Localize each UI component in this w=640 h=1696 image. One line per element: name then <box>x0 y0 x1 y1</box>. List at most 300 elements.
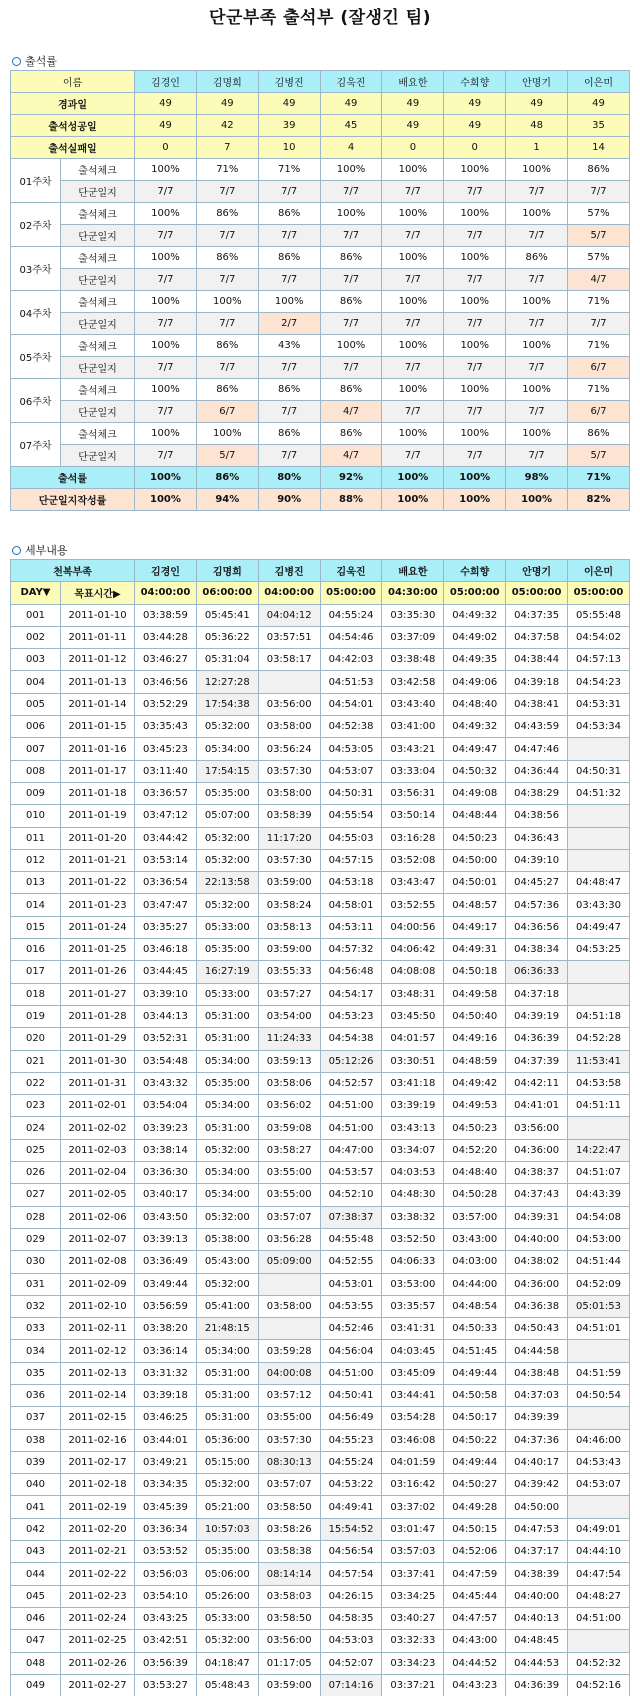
wake-time: 03:50:14 <box>382 805 444 827</box>
diary-value: 7/7 <box>506 401 568 423</box>
diary-value: 5/7 <box>196 445 258 467</box>
wake-time: 03:35:30 <box>382 604 444 626</box>
diary-value: 7/7 <box>135 445 197 467</box>
wake-time: 03:59:08 <box>258 1117 320 1139</box>
date: 2011-02-19 <box>61 1496 135 1518</box>
diary-value: 7/7 <box>135 401 197 423</box>
check-value: 86% <box>568 423 630 445</box>
check-value: 71% <box>568 291 630 313</box>
wake-time: 03:43:47 <box>382 872 444 894</box>
wake-time: 03:55:00 <box>258 1407 320 1429</box>
wake-time: 03:47:47 <box>135 894 197 916</box>
wake-time: 03:59:13 <box>258 1050 320 1072</box>
wake-time: 04:50:27 <box>444 1474 506 1496</box>
wake-time: 04:43:59 <box>506 716 568 738</box>
date: 2011-02-16 <box>61 1429 135 1451</box>
detail-row <box>11 649 630 671</box>
day-number: 029 <box>11 1228 61 1250</box>
check-value: 86% <box>196 379 258 401</box>
wake-time: 04:50:41 <box>320 1384 382 1406</box>
wake-time: 03:52:50 <box>382 1228 444 1250</box>
wake-time: 04:39:39 <box>506 1407 568 1429</box>
wake-time: 04:04:12 <box>258 604 320 626</box>
wake-time: 04:50:23 <box>444 827 506 849</box>
wake-time: 05:31:00 <box>196 1005 258 1027</box>
wake-time: 05:36:22 <box>196 626 258 648</box>
check-value: 100% <box>135 291 197 313</box>
date: 2011-02-09 <box>61 1273 135 1295</box>
diary-value: 7/7 <box>444 313 506 335</box>
date: 2011-01-17 <box>61 760 135 782</box>
wake-time: 05:33:00 <box>196 916 258 938</box>
week-label: 06주차 <box>11 379 61 423</box>
wake-time: 04:36:43 <box>506 827 568 849</box>
date: 2011-01-12 <box>61 649 135 671</box>
wake-time: 04:47:46 <box>506 738 568 760</box>
wake-time: 04:50:40 <box>444 1005 506 1027</box>
wake-time: 04:48:30 <box>382 1184 444 1206</box>
check-value: 100% <box>196 423 258 445</box>
section-attendance-rate <box>12 53 57 69</box>
day-number: 019 <box>11 1005 61 1027</box>
name-header: 이름 <box>11 71 135 93</box>
wake-time: 03:39:13 <box>135 1228 197 1250</box>
diary-label: 단군일지 <box>61 357 135 379</box>
wake-time: 04:50:17 <box>444 1407 506 1429</box>
wake-time: 04:55:54 <box>320 805 382 827</box>
wake-time: 04:49:44 <box>444 1451 506 1473</box>
day-number: 034 <box>11 1340 61 1362</box>
elapsed-days-row-value: 49 <box>506 93 568 115</box>
check-value: 43% <box>258 335 320 357</box>
wake-time: 05:43:00 <box>196 1251 258 1273</box>
date: 2011-02-05 <box>61 1184 135 1206</box>
target-time: 04:00:00 <box>135 582 197 604</box>
diary-value: 7/7 <box>444 445 506 467</box>
wake-time: 05:34:00 <box>196 1184 258 1206</box>
week-label: 04주차 <box>11 291 61 335</box>
diary-value: 7/7 <box>382 181 444 203</box>
wake-time: 03:53:14 <box>135 849 197 871</box>
wake-time: 03:57:27 <box>258 983 320 1005</box>
rate-value: 86% <box>196 467 258 489</box>
wake-time: 17:54:38 <box>196 693 258 715</box>
wake-time: 05:32:00 <box>196 849 258 871</box>
detail-row <box>11 1630 630 1652</box>
wake-time: 04:38:56 <box>506 805 568 827</box>
wake-time: 03:39:23 <box>135 1117 197 1139</box>
wake-time: 05:45:41 <box>196 604 258 626</box>
elapsed-days-row-value: 49 <box>382 93 444 115</box>
section-details <box>12 542 68 558</box>
wake-time: 03:58:00 <box>258 1295 320 1317</box>
wake-time: 05:26:00 <box>196 1585 258 1607</box>
wake-time: 03:11:40 <box>135 760 197 782</box>
wake-time: 03:56:02 <box>258 1095 320 1117</box>
wake-time: 04:47:54 <box>568 1563 630 1585</box>
wake-time: 03:54:28 <box>382 1407 444 1429</box>
diary-value: 7/7 <box>382 225 444 247</box>
wake-time: 04:55:03 <box>320 827 382 849</box>
wake-time: 04:49:42 <box>444 1072 506 1094</box>
detail-row <box>11 894 630 916</box>
detail-row <box>11 1206 630 1228</box>
detail-row <box>11 1117 630 1139</box>
wake-time: 03:38:59 <box>135 604 197 626</box>
day-number: 044 <box>11 1563 61 1585</box>
wake-time: 03:43:40 <box>382 693 444 715</box>
wake-time: 04:48:40 <box>444 693 506 715</box>
check-value: 100% <box>382 203 444 225</box>
date: 2011-01-23 <box>61 894 135 916</box>
detail-row <box>11 827 630 849</box>
success-days-row-value: 45 <box>320 115 382 137</box>
attendance-summary-table <box>10 70 630 511</box>
wake-time: 03:39:18 <box>135 1384 197 1406</box>
date: 2011-01-10 <box>61 604 135 626</box>
wake-time: 03:58:13 <box>258 916 320 938</box>
wake-time: 03:57:03 <box>382 1541 444 1563</box>
check-value: 100% <box>506 291 568 313</box>
wake-time: 04:01:57 <box>382 1028 444 1050</box>
wake-time: 04:49:08 <box>444 782 506 804</box>
target-time: 05:00:00 <box>320 582 382 604</box>
diary-value: 4/7 <box>320 445 382 467</box>
wake-time: 04:18:47 <box>196 1652 258 1674</box>
wake-time: 05:32:00 <box>196 1206 258 1228</box>
wake-time: 04:47:53 <box>506 1518 568 1540</box>
date: 2011-02-11 <box>61 1318 135 1340</box>
day-number: 031 <box>11 1273 61 1295</box>
day-number: 010 <box>11 805 61 827</box>
wake-time: 04:42:03 <box>320 649 382 671</box>
check-value: 100% <box>258 291 320 313</box>
detail-row <box>11 1474 630 1496</box>
wake-time: 04:55:24 <box>320 604 382 626</box>
wake-time <box>568 827 630 849</box>
wake-time: 03:43:00 <box>444 1228 506 1250</box>
wake-time: 03:57:51 <box>258 626 320 648</box>
wake-time: 03:44:45 <box>135 961 197 983</box>
wake-time: 04:38:02 <box>506 1251 568 1273</box>
check-value: 86% <box>320 291 382 313</box>
day-sort-label: DAY▼ <box>11 582 61 604</box>
check-value: 86% <box>196 247 258 269</box>
wake-time <box>568 1496 630 1518</box>
check-value: 100% <box>135 423 197 445</box>
diary-label: 단군일지 <box>61 181 135 203</box>
wake-time: 12:27:28 <box>196 671 258 693</box>
diary-value: 7/7 <box>258 445 320 467</box>
day-number: 011 <box>11 827 61 849</box>
check-value: 100% <box>320 159 382 181</box>
wake-time: 03:44:01 <box>135 1429 197 1451</box>
week-label: 01주차 <box>11 159 61 203</box>
diary-rate-label: 단군일지작성률 <box>11 489 135 511</box>
wake-time: 03:34:25 <box>382 1585 444 1607</box>
week-check-row <box>11 247 630 269</box>
wake-time: 03:56:31 <box>382 782 444 804</box>
wake-time: 04:06:42 <box>382 939 444 961</box>
day-number: 024 <box>11 1117 61 1139</box>
day-number: 008 <box>11 760 61 782</box>
date: 2011-01-29 <box>61 1028 135 1050</box>
week-check-row <box>11 203 630 225</box>
wake-time: 04:57:36 <box>506 894 568 916</box>
wake-time: 04:48:54 <box>444 1295 506 1317</box>
diary-value: 7/7 <box>568 313 630 335</box>
wake-time: 04:51:18 <box>568 1005 630 1027</box>
date: 2011-02-21 <box>61 1541 135 1563</box>
check-value: 100% <box>135 379 197 401</box>
wake-time: 03:53:52 <box>135 1541 197 1563</box>
diary-value: 7/7 <box>320 181 382 203</box>
detail-row <box>11 1652 630 1674</box>
wake-time: 04:44:53 <box>506 1652 568 1674</box>
wake-time: 04:50:58 <box>444 1384 506 1406</box>
wake-time: 03:42:58 <box>382 671 444 693</box>
wake-time: 04:54:17 <box>320 983 382 1005</box>
day-number: 017 <box>11 961 61 983</box>
wake-time: 04:37:17 <box>506 1541 568 1563</box>
check-value: 100% <box>382 291 444 313</box>
wake-time: 04:49:16 <box>444 1028 506 1050</box>
wake-time: 03:38:48 <box>382 649 444 671</box>
date: 2011-02-26 <box>61 1652 135 1674</box>
wake-time: 04:53:07 <box>568 1474 630 1496</box>
check-value: 71% <box>568 335 630 357</box>
wake-time: 03:36:54 <box>135 872 197 894</box>
day-number: 005 <box>11 693 61 715</box>
detail-row <box>11 1496 630 1518</box>
wake-time: 04:40:13 <box>506 1607 568 1629</box>
wake-time <box>568 1630 630 1652</box>
day-number: 049 <box>11 1674 61 1696</box>
day-number: 039 <box>11 1451 61 1473</box>
wake-time: 11:17:20 <box>258 827 320 849</box>
wake-time <box>258 1318 320 1340</box>
wake-time: 04:38:44 <box>506 649 568 671</box>
wake-time: 05:34:00 <box>196 1095 258 1117</box>
fail-days-row-value: 0 <box>382 137 444 159</box>
wake-time: 04:39:31 <box>506 1206 568 1228</box>
check-value: 86% <box>258 379 320 401</box>
wake-time: 04:53:23 <box>320 1005 382 1027</box>
wake-time: 04:49:32 <box>444 716 506 738</box>
wake-time: 03:52:55 <box>382 894 444 916</box>
wake-time: 04:37:03 <box>506 1384 568 1406</box>
wake-time: 04:45:44 <box>444 1585 506 1607</box>
wake-time: 03:56:24 <box>258 738 320 760</box>
member-name: 김병진 <box>258 71 320 93</box>
wake-time: 05:38:00 <box>196 1228 258 1250</box>
wake-time: 04:38:37 <box>506 1162 568 1184</box>
wake-time <box>568 961 630 983</box>
wake-time: 04:55:24 <box>320 1451 382 1473</box>
rate-value: 100% <box>444 467 506 489</box>
elapsed-days-row-value: 49 <box>444 93 506 115</box>
diary-value: 6/7 <box>196 401 258 423</box>
diary-value: 7/7 <box>506 313 568 335</box>
wake-time: 07:38:37 <box>320 1206 382 1228</box>
wake-time: 03:42:51 <box>135 1630 197 1652</box>
date: 2011-01-16 <box>61 738 135 760</box>
date: 2011-01-13 <box>61 671 135 693</box>
wake-time: 16:27:19 <box>196 961 258 983</box>
wake-time: 03:56:03 <box>135 1563 197 1585</box>
wake-time: 04:51:44 <box>568 1251 630 1273</box>
check-value: 100% <box>506 335 568 357</box>
diary-value: 7/7 <box>444 181 506 203</box>
wake-time: 03:58:17 <box>258 649 320 671</box>
wake-time: 04:26:15 <box>320 1585 382 1607</box>
wake-time: 04:08:08 <box>382 961 444 983</box>
wake-time: 04:37:35 <box>506 604 568 626</box>
wake-time: 04:53:05 <box>320 738 382 760</box>
diary-value: 7/7 <box>382 401 444 423</box>
wake-time: 04:55:48 <box>320 1228 382 1250</box>
diary-value: 6/7 <box>568 357 630 379</box>
wake-time: 03:56:00 <box>506 1117 568 1139</box>
diary-rate-value: 88% <box>320 489 382 511</box>
wake-time: 04:58:35 <box>320 1607 382 1629</box>
day-number: 004 <box>11 671 61 693</box>
date: 2011-01-14 <box>61 693 135 715</box>
wake-time: 03:54:04 <box>135 1095 197 1117</box>
detail-row <box>11 1429 630 1451</box>
date: 2011-01-15 <box>61 716 135 738</box>
attendance-detail-table <box>10 559 630 1696</box>
wake-time: 03:35:27 <box>135 916 197 938</box>
day-number: 022 <box>11 1072 61 1094</box>
diary-rate-value: 90% <box>258 489 320 511</box>
wake-time: 03:36:49 <box>135 1251 197 1273</box>
wake-time: 03:44:28 <box>135 626 197 648</box>
day-number: 021 <box>11 1050 61 1072</box>
wake-time: 04:53:07 <box>320 760 382 782</box>
detail-row <box>11 1251 630 1273</box>
diary-value: 7/7 <box>320 313 382 335</box>
diary-value: 7/7 <box>258 357 320 379</box>
wake-time: 04:51:07 <box>568 1162 630 1184</box>
day-number: 015 <box>11 916 61 938</box>
diary-value: 7/7 <box>135 269 197 291</box>
wake-time <box>258 1273 320 1295</box>
wake-time: 03:45:50 <box>382 1005 444 1027</box>
wake-time: 03:38:14 <box>135 1139 197 1161</box>
wake-time: 03:57:07 <box>258 1206 320 1228</box>
check-value: 100% <box>444 203 506 225</box>
wake-time: 04:47:57 <box>444 1607 506 1629</box>
wake-time: 03:43:30 <box>568 894 630 916</box>
wake-time: 04:52:57 <box>320 1072 382 1094</box>
detail-row <box>11 760 630 782</box>
diary-value: 7/7 <box>506 225 568 247</box>
check-value: 100% <box>444 159 506 181</box>
wake-time: 04:03:53 <box>382 1162 444 1184</box>
wake-time: 03:56:00 <box>258 693 320 715</box>
wake-time: 04:48:59 <box>444 1050 506 1072</box>
success-days-row-value: 48 <box>506 115 568 137</box>
wake-time: 03:58:00 <box>258 782 320 804</box>
diary-value: 7/7 <box>506 445 568 467</box>
detail-row <box>11 716 630 738</box>
wake-time: 06:36:33 <box>506 961 568 983</box>
diary-value: 4/7 <box>568 269 630 291</box>
check-value: 86% <box>320 247 382 269</box>
day-number: 035 <box>11 1362 61 1384</box>
wake-time: 04:52:55 <box>320 1251 382 1273</box>
wake-time: 05:31:00 <box>196 1028 258 1050</box>
wake-time: 04:53:18 <box>320 872 382 894</box>
day-number: 028 <box>11 1206 61 1228</box>
wake-time: 11:53:41 <box>568 1050 630 1072</box>
wake-time: 04:48:47 <box>568 872 630 894</box>
check-value: 100% <box>444 423 506 445</box>
wake-time: 04:38:41 <box>506 693 568 715</box>
day-number: 037 <box>11 1407 61 1429</box>
week-diary-row <box>11 181 630 203</box>
detail-row <box>11 1563 630 1585</box>
wake-time: 03:45:23 <box>135 738 197 760</box>
wake-time: 04:50:33 <box>444 1318 506 1340</box>
check-value: 100% <box>444 335 506 357</box>
wake-time: 04:53:34 <box>568 716 630 738</box>
week-diary-row <box>11 313 630 335</box>
wake-time: 04:01:59 <box>382 1451 444 1473</box>
diary-label: 단군일지 <box>61 313 135 335</box>
wake-time: 03:58:27 <box>258 1139 320 1161</box>
circle-bullet-icon <box>12 546 21 555</box>
target-time: 05:00:00 <box>444 582 506 604</box>
date: 2011-02-08 <box>61 1251 135 1273</box>
check-label: 출석체크 <box>61 203 135 225</box>
wake-time: 04:52:09 <box>568 1273 630 1295</box>
wake-time: 04:38:34 <box>506 939 568 961</box>
wake-time: 04:51:59 <box>568 1362 630 1384</box>
check-value: 100% <box>506 159 568 181</box>
wake-time: 03:57:30 <box>258 760 320 782</box>
wake-time: 10:57:03 <box>196 1518 258 1540</box>
wake-time: 03:38:32 <box>382 1206 444 1228</box>
wake-time: 03:37:41 <box>382 1563 444 1585</box>
wake-time: 05:21:00 <box>196 1496 258 1518</box>
wake-time: 03:44:41 <box>382 1384 444 1406</box>
wake-time: 04:51:11 <box>568 1095 630 1117</box>
success-days-row <box>11 115 630 137</box>
day-number: 042 <box>11 1518 61 1540</box>
wake-time: 04:49:17 <box>444 916 506 938</box>
wake-time: 03:43:21 <box>382 738 444 760</box>
diary-rate-value: 94% <box>196 489 258 511</box>
check-value: 100% <box>135 335 197 357</box>
wake-time: 04:49:28 <box>444 1496 506 1518</box>
wake-time: 04:53:55 <box>320 1295 382 1317</box>
wake-time: 04:54:02 <box>568 626 630 648</box>
success-days-row-value: 49 <box>382 115 444 137</box>
check-value: 100% <box>382 247 444 269</box>
week-label: 07주차 <box>11 423 61 467</box>
wake-time <box>568 983 630 1005</box>
diary-value: 7/7 <box>196 225 258 247</box>
wake-time: 04:49:47 <box>444 738 506 760</box>
wake-time: 04:52:07 <box>320 1652 382 1674</box>
wake-time: 03:43:25 <box>135 1607 197 1629</box>
wake-time: 04:53:43 <box>568 1451 630 1473</box>
wake-time: 05:01:53 <box>568 1295 630 1317</box>
check-value: 100% <box>506 423 568 445</box>
diary-value: 7/7 <box>506 181 568 203</box>
